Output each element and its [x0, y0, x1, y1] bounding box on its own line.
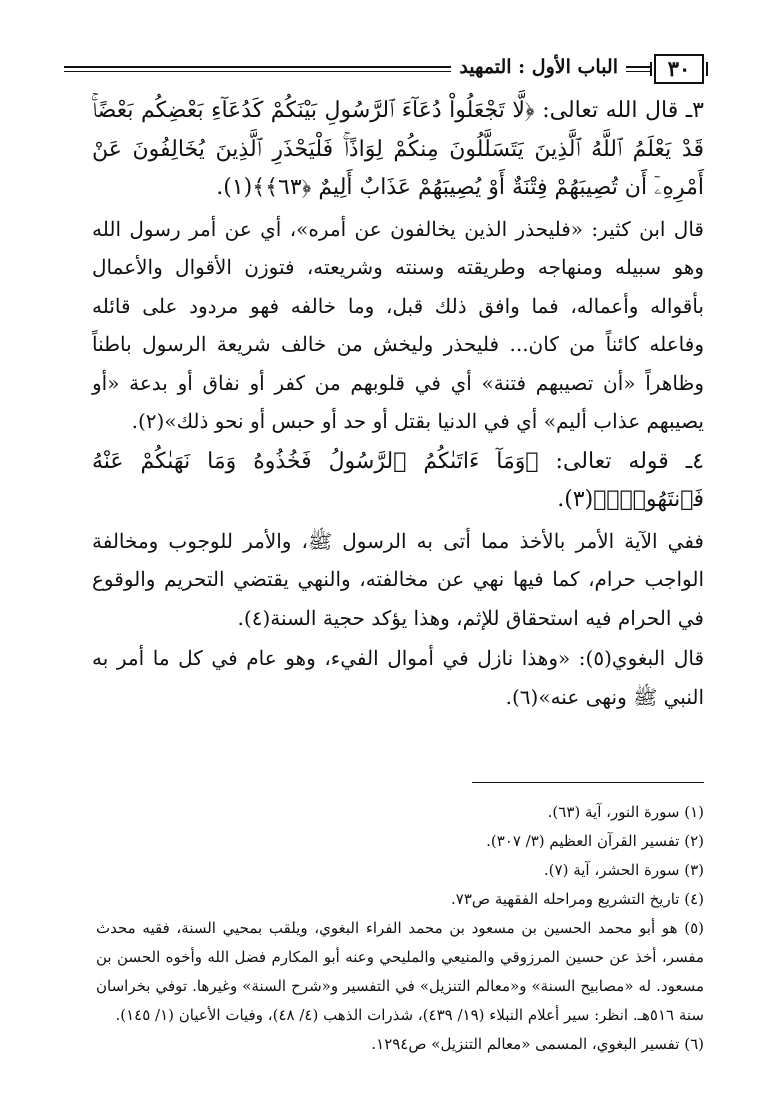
main-text [92, 92, 704, 716]
footnote-2: (٢) تفسير القرآن العظيم (٣/ ٣٠٧). [486, 832, 704, 850]
paragraph-verse-3: ٣ـ قال الله تعالى: ﴿لَّا تَجْعَلُواْ دُعَآءَ ٱلرَّسُولِ بَيْنَكُمْ كَدُعَآءِ بَعْضِكُم بَعْضًاۚ قَدْ يَعْلَمُ ٱللَّهُ ٱلَّذِينَ يَتَسَلَّلُونَ مِنكُمْ لِوَاذًاۚ فَلْيَحْذَرِ ٱلَّذِينَ يُخَالِفُونَ عَنْ أَمْرِهِۦٓ أَن تُصِيبَهُمْ فِتْنَةٌ أَوْ يُصِيبَهُمْ عَذَابٌ أَلِيمٌ ﴿٦٣﴾﴾(١). [92, 98, 704, 200]
paragraph-baghawi: قال البغوي(٥): «وهذا نازل في أموال الفيء، وهو عام في كل ما أمر به النبي ﷺ ونهى عنه»(٦). [92, 646, 705, 709]
page-number: ٣٠ [654, 54, 704, 84]
paragraph-commentary: ففي الآية الأمر بالأخذ مما أتى به الرسول ﷺ، والأمر للوجوب ومخالفة الواجب حرام، كما فيها نهي عن مخالفته، والنهي يقتضي التحريم والوقوع في الحرام فيه استحقاق للإثم، وهذا يؤكد حجية السنة(٤). [92, 528, 705, 630]
footnote-5: (٥) هو أبو محمد الحسين بن مسعود بن محمد الفراء البغوي، ويلقب بمحيي السنة، فقيه محدث مفسر، أخذ عن حسين المرزوقي والمنيعي والمليحي وعنه أبو المكارم فضل الله وأخوه الحسن بن مسعود. له «مصابيح السنة» و«معالم التنزيل» في التفسير و«شرح السنة» وغيرها. توفي بخراسان سنة ٥١٦هـ. انظر: سير أعلام النبلاء (١٩/ ٤٣٩)، شذرات الذهب (٤/ ٤٨)، وفيات الأعيان (١/ ١٤٥). [96, 919, 704, 1024]
footnote-4: (٤) تاريخ التشريع ومراحله الفقهية ص٧٣. [451, 890, 704, 908]
footnote-1: (١) سورة النور، آية (٦٣). [547, 803, 704, 821]
paragraph-ibn-kathir: قال ابن كثير: «فليحذر الذين يخالفون عن أمره»، أي عن أمر رسول الله وهو سبيله ومنهاجه وطريقته وسنته وشريعته، فتوزن الأقوال والأعمال بأقواله وأعماله، فما وافق ذلك قبل، وما خالفه فهو مردود على قائله وفاعله كائناً من كان... فليحذر وليخش من خالف شريعة الرسول باطناً وظاهراً «أن تصيبهم فتنة» أي في قلوبهم من كفر أو نفاق أو بدعة «أو يصيبهم عذاب أليم» أي في الدنيا بقتل أو حد أو حبس أو نحو ذلك»(٢). [92, 216, 704, 433]
page-header [64, 52, 704, 88]
footnote-6: (٦) تفسير البغوي، المسمى «معالم التنزيل» ص١٢٩٤. [371, 1035, 704, 1053]
paragraph-verse-4: ٤ـ قوله تعالى: ﴿وَمَآ ءَاتَىٰكُمُ ٱلرَّسُولُ فَخُذُوهُ وَمَا نَهَىٰكُمْ عَنْهُ فَٱنتَهُواْۚ﴾(٣). [92, 448, 704, 512]
footnote-3: (٣) سورة الحشر، آية (٧). [543, 861, 704, 879]
footnote-separator [472, 782, 704, 783]
running-title: الباب الأول : التمهيد [451, 52, 626, 82]
footnotes [96, 798, 704, 1059]
